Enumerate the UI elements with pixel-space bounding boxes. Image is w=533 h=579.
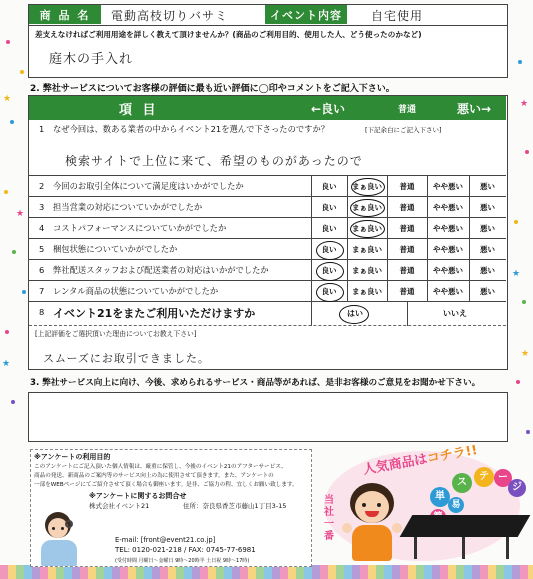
selected-circle xyxy=(339,305,369,324)
header-bad: 悪い→ xyxy=(457,102,492,116)
question-row-5 xyxy=(29,239,506,260)
q1-answer: 検索サイトで上位に来て、希望のものがあったので xyxy=(65,154,363,168)
event-value: 自宅使用 xyxy=(371,9,424,23)
rating-bad: 悪い xyxy=(480,245,495,254)
balloon: ー xyxy=(494,469,512,487)
question-row-4 xyxy=(29,218,506,239)
rating-bad: 悪い xyxy=(480,203,495,212)
rating-normal: 普通 xyxy=(399,182,415,191)
rating-good: 良い xyxy=(321,245,337,254)
event-label: イベント内容 xyxy=(265,5,347,24)
rating-normal: 普通 xyxy=(399,224,415,233)
section2-title: 2. 弊社サービスについてお客様の評価に最も近い評価に◯印やコメントをご記入下さい。 xyxy=(30,84,395,94)
q8-number: 8 xyxy=(39,307,45,317)
selected-circle xyxy=(350,220,385,238)
rating-slightly-bad: やや悪い xyxy=(433,182,463,191)
rating-good: 良い xyxy=(321,182,337,191)
q8-row xyxy=(29,302,506,326)
promo-orange-text: コチラ xyxy=(425,445,467,467)
company-address: 住所：奈良県香芝市藤山1丁目3-15 xyxy=(183,502,287,510)
rating-fairly-good: まぁ良い xyxy=(352,287,382,296)
section3-box xyxy=(28,392,508,442)
question-number: 4 xyxy=(39,223,45,233)
product-row xyxy=(28,4,508,26)
table-header xyxy=(29,96,506,120)
product-label: 商 品 名 xyxy=(29,5,101,24)
rating-bad: 悪い xyxy=(480,182,495,191)
question-text: 今回のお取引全体について満足度はいかがでしたか xyxy=(53,181,244,191)
q8-no-option: いいえ xyxy=(443,309,467,318)
rating-bad: 悪い xyxy=(480,266,495,275)
question-number: 2 xyxy=(39,181,45,191)
question-number: 3 xyxy=(39,202,45,212)
question-number: 7 xyxy=(39,286,45,296)
question-text: 担当営業の対応についていかがでしたか xyxy=(53,202,203,212)
policy-line: 商品の発送、新商品のご案内等のサービス向上の為に使用させて頂きます。また、アンケートの xyxy=(34,473,274,479)
promo-pink-text: 人気商品は xyxy=(361,451,429,478)
contact-title: ※アンケートに関するお問合せ xyxy=(89,492,187,500)
balloon: ス xyxy=(452,473,472,493)
rating-bad: 悪い xyxy=(480,224,495,233)
rating-fairly-good: まぁ良い xyxy=(352,245,382,254)
policy-title: ※アンケートの利用目的 xyxy=(34,453,111,461)
rating-good: 良い xyxy=(321,203,337,212)
stage-product-image xyxy=(406,515,524,561)
selected-circle xyxy=(316,262,344,281)
selected-circle xyxy=(316,283,344,302)
rating-bad: 悪い xyxy=(480,287,495,296)
confetti-border: ★ ★ ★ ★ ★ ★ xyxy=(0,0,533,579)
q8-note: [上記評価をご選択頂いた理由についてお教え下さい] xyxy=(35,330,197,338)
section3-title: 3. 弊社サービス向上に向け、今後、求められるサービス・商品等があれば、是非お客様のご意見をお聞かせ下さい。 xyxy=(30,378,481,388)
header-normal: 普通 xyxy=(398,105,417,115)
question-text: 梱包状態についていかがでしたか xyxy=(53,244,178,254)
question-number: 6 xyxy=(39,265,45,275)
rating-slightly-bad: やや悪い xyxy=(433,266,463,275)
footer-info xyxy=(30,449,312,567)
usage-question: 差支えなければご利用用途を詳しく教えて頂けませんか？(商品のご利用目的、使用した人、どう使ったのかなど) xyxy=(35,30,422,39)
rating-good: 良い xyxy=(321,287,337,296)
promo-headline: 人気商品はコチラ!! xyxy=(361,443,479,478)
rating-fairly-good: まぁ良い xyxy=(352,224,382,233)
usage-box xyxy=(28,26,508,78)
rating-slightly-bad: やや悪い xyxy=(433,287,463,296)
balloon: 易 xyxy=(448,497,464,513)
question-row-3 xyxy=(29,197,506,218)
rating-good: 良い xyxy=(321,224,337,233)
selected-circle xyxy=(351,178,385,196)
rating-normal: 普通 xyxy=(399,266,415,275)
policy-line: このアンケートにご記入頂いた個人情報は、厳重に保管し、今後のイベント21のアフターサービス、 xyxy=(34,464,287,470)
rating-slightly-bad: やや悪い xyxy=(433,245,463,254)
promo-graphic xyxy=(318,445,526,567)
rating-normal: 普通 xyxy=(399,203,415,212)
rating-good: 良い xyxy=(321,266,337,275)
q1-text: なぜ今回は、数ある業者の中からイベント21を選んで下さったのですか？ xyxy=(53,124,330,134)
company-name: 株式会社イベント21 xyxy=(89,502,150,510)
header-item: 項 目 xyxy=(119,103,159,118)
q8-yes: はい xyxy=(347,309,363,318)
rating-normal: 普通 xyxy=(399,245,415,254)
question-row-7 xyxy=(29,281,506,302)
q1-number: 1 xyxy=(39,124,45,134)
question-text: コストパフォーマンスについていかがでしたか xyxy=(53,223,227,233)
balloon: ジ xyxy=(508,479,526,497)
contact-email: E-mail: [front@event21.co.jp] xyxy=(115,536,216,544)
rating-fairly-good: まぁ良い xyxy=(352,182,382,191)
rating-fairly-good: まぁ良い xyxy=(352,203,382,212)
question-row-6 xyxy=(29,260,506,281)
contact-phone: TEL: 0120-021-218 / FAX: 0745-77-6981 xyxy=(115,546,256,554)
product-value: 電動高枝切りバサミ xyxy=(111,9,229,23)
rating-fairly-good: まぁ良い xyxy=(352,266,382,275)
contact-hours: (受付時間 月曜日～金曜日 9時～20時半 土日祝 9時～17時) xyxy=(115,558,250,564)
question-text: 弊社配送スタッフおよび配送業者の対応はいかがでしたか xyxy=(53,265,269,275)
rating-rows xyxy=(29,176,506,302)
policy-line: 一部をWEBページにてご紹介させて頂く場合も御座います。是非、ご協力の程、宜しくお願い致します。 xyxy=(34,482,298,488)
selected-circle xyxy=(316,241,344,260)
balloon: 単 xyxy=(430,487,450,507)
rating-slightly-bad: やや悪い xyxy=(433,203,463,212)
operator-illustration xyxy=(35,510,83,566)
header-good: ←良い xyxy=(311,102,346,116)
balloon: テ xyxy=(474,467,494,487)
mascot-illustration xyxy=(342,483,402,563)
rating-normal: 普通 xyxy=(399,287,415,296)
promo-no1-text: 当社一番 xyxy=(324,495,334,542)
usage-answer: 庭木の手入れ xyxy=(49,52,134,67)
question-number: 5 xyxy=(39,244,45,254)
rating-slightly-bad: やや悪い xyxy=(433,224,463,233)
q8-text: イベント21をまたご利用いただけますか xyxy=(53,307,256,320)
question-text: レンタル商品の状態についていかがでしたか xyxy=(53,286,219,296)
q8-answer: スムーズにお取引できました。 xyxy=(43,352,210,365)
q1-row xyxy=(29,120,506,176)
survey-table xyxy=(28,95,508,370)
question-row-2 xyxy=(29,176,506,197)
selected-circle xyxy=(350,199,385,217)
q1-note: [下記余白にご記入下さい] xyxy=(365,126,442,134)
